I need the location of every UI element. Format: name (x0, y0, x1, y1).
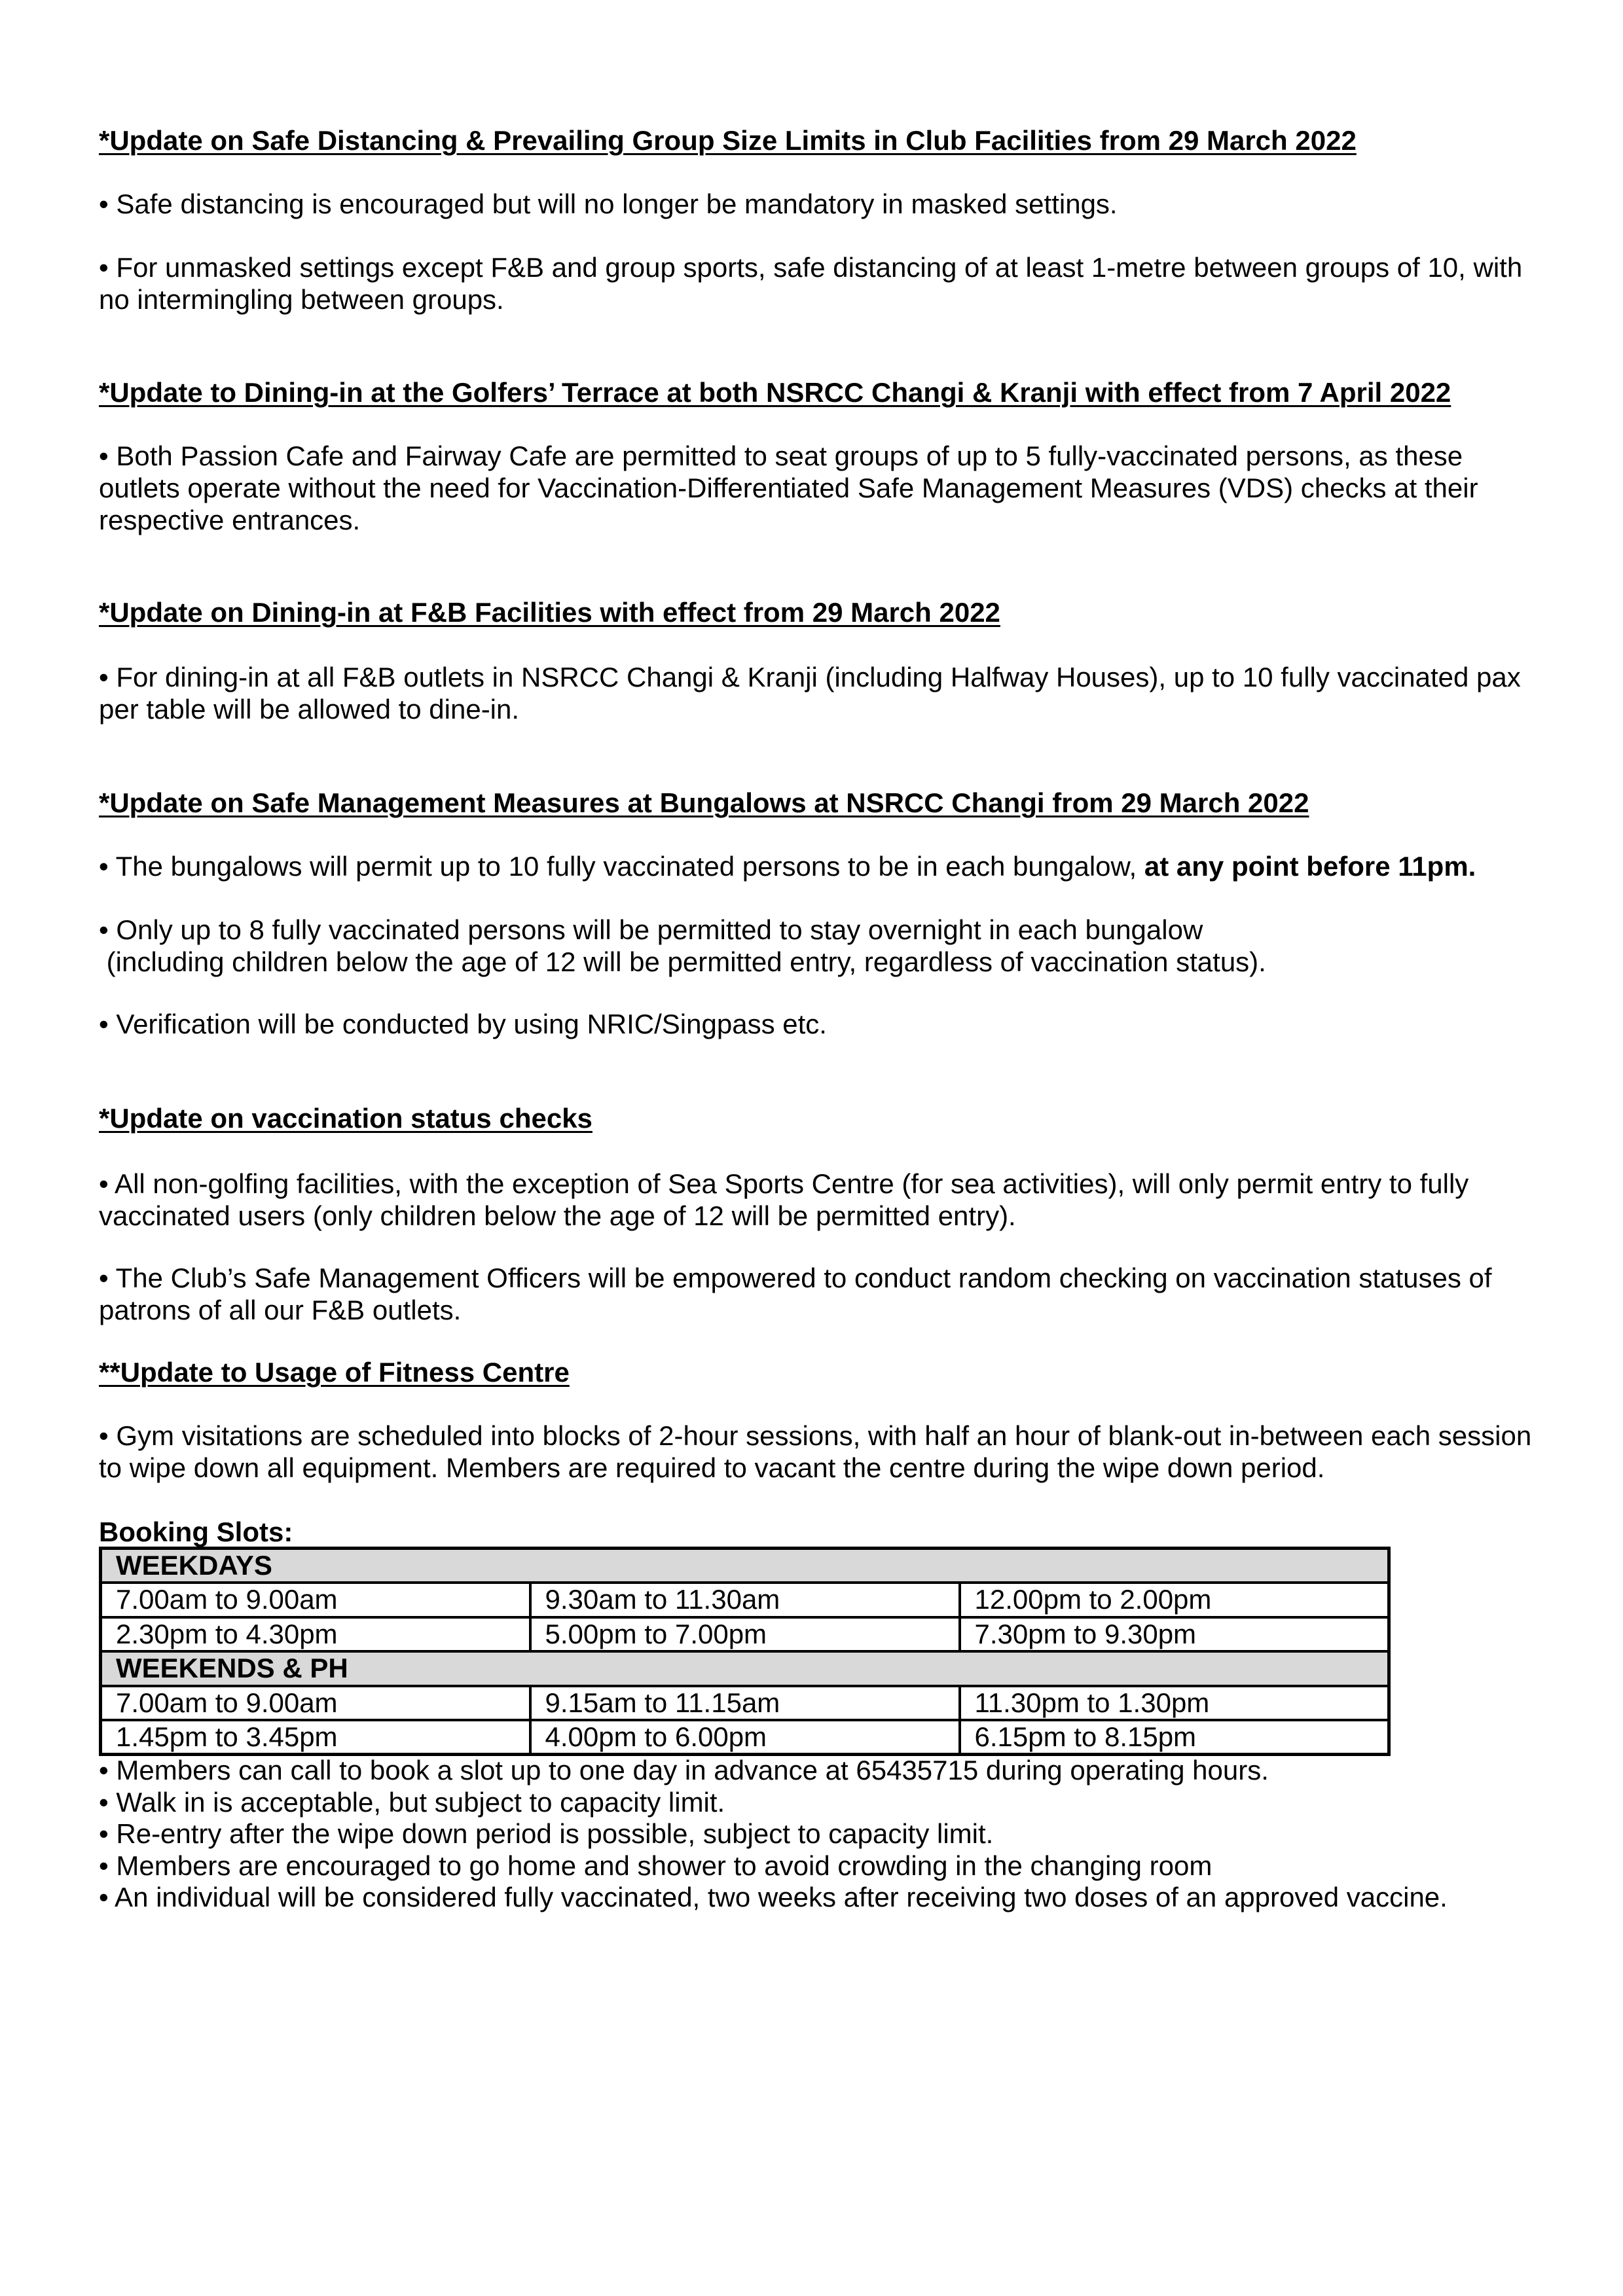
booking-slots-table (99, 1547, 1391, 1756)
paragraph (99, 661, 1521, 725)
paragraph-line: • All non-golfing facilities, with the exception of Sea Sports Centre (for sea activities), will only permit entry to fully (99, 1168, 1469, 1199)
paragraph-line: • Both Passion Cafe and Fairway Cafe are permitted to seat groups of up to 5 fully-vaccinated persons, as these (99, 440, 1463, 471)
notes-list (99, 1755, 1448, 1914)
slot-row (101, 1583, 1389, 1617)
paragraph (99, 1262, 1492, 1326)
slot-row (101, 1617, 1389, 1652)
time-slot-cell: 9.30am to 11.30am (530, 1583, 960, 1617)
slot-row (101, 1686, 1389, 1721)
slot-group-row (101, 1549, 1389, 1583)
time-slot-cell: 7.00am to 9.00am (101, 1583, 530, 1617)
paragraph-line: (including children below the age of 12 will be permitted entry, regardless of vaccination status). (99, 946, 1266, 977)
note-item: • An individual will be considered fully vaccinated, two weeks after receiving two doses of an approved vaccine. (99, 1882, 1448, 1912)
paragraph-text: • The bungalows will permit up to 10 fully vaccinated persons to be in each bungalow, (99, 851, 1144, 882)
time-slot-cell: 11.30pm to 1.30pm (960, 1686, 1389, 1721)
section-heading: *Update on Safe Management Measures at Bungalows at NSRCC Changi from 29 March 2022 (99, 787, 1309, 818)
time-slot-cell: 12.00pm to 2.00pm (960, 1583, 1389, 1617)
time-slot-cell: 2.30pm to 4.30pm (101, 1617, 530, 1652)
time-slot-cell: 7.30pm to 9.30pm (960, 1617, 1389, 1652)
section-heading: **Update to Usage of Fitness Centre (99, 1357, 570, 1388)
section-heading: *Update to Dining-in at the Golfers’ Terrace at both NSRCC Changi & Kranji with effect from 7 April 2022 (99, 377, 1451, 408)
paragraph-line: • For dining-in at all F&B outlets in NSRCC Changi & Kranji (including Halfway Houses), up to 10 fully vaccinated pax (99, 662, 1521, 692)
time-slot-cell: 7.00am to 9.00am (101, 1686, 530, 1721)
paragraph-line: • Verification will be conducted by using NRIC/Singpass etc. (99, 1009, 827, 1039)
note-item: • Walk in is acceptable, but subject to capacity limit. (99, 1786, 725, 1818)
section-heading: *Update on Dining-in at F&B Facilities with effect from 29 March 2022 (99, 597, 1000, 628)
paragraph-line: • Safe distancing is encouraged but will no longer be mandatory in masked settings. (99, 188, 1118, 219)
paragraph (99, 850, 1476, 882)
note-item: • Re-entry after the wipe down period is possible, subject to capacity limit. (99, 1818, 994, 1849)
paragraph (99, 188, 1118, 220)
paragraph (99, 1420, 1531, 1484)
time-slot-cell: 5.00pm to 7.00pm (530, 1617, 960, 1652)
paragraph-line: vaccinated users (only children below the age of 12 will be permitted entry). (99, 1200, 1016, 1231)
slot-group-header: WEEKDAYS (101, 1549, 1389, 1583)
paragraph-line: outlets operate without the need for Vaccination-Differentiated Safe Management Measures (VDS) checks at their (99, 473, 1478, 503)
booking-slots-label: Booking Slots: (99, 1516, 293, 1547)
time-slot-cell: 9.15am to 11.15am (530, 1686, 960, 1721)
time-slot-cell: 6.15pm to 8.15pm (960, 1720, 1389, 1755)
paragraph-line: • The Club’s Safe Management Officers will be empowered to conduct random checking on vaccination statuses of (99, 1263, 1492, 1293)
slot-row (101, 1720, 1389, 1755)
slot-group-row (101, 1651, 1389, 1686)
paragraph-line: • For unmasked settings except F&B and group sports, safe distancing of at least 1-metre between groups of 10, with (99, 252, 1523, 283)
slot-group-header: WEEKENDS & PH (101, 1651, 1389, 1686)
paragraph-line (99, 850, 1476, 882)
section-heading: *Update on vaccination status checks (99, 1103, 593, 1134)
paragraph (99, 1008, 827, 1040)
paragraph-line: patrons of all our F&B outlets. (99, 1295, 462, 1325)
paragraph-line: per table will be allowed to dine-in. (99, 694, 520, 725)
paragraph (99, 251, 1522, 315)
paragraph-line: respective entrances. (99, 505, 361, 535)
note-item: • Members are encouraged to go home and shower to avoid crowding in the changing room (99, 1850, 1213, 1881)
paragraph-line: no intermingling between groups. (99, 284, 504, 315)
paragraph (99, 914, 1266, 978)
paragraph (99, 440, 1478, 536)
time-slot-cell: 4.00pm to 6.00pm (530, 1720, 960, 1755)
paragraph (99, 1168, 1468, 1232)
paragraph-line: • Gym visitations are scheduled into blocks of 2-hour sessions, with half an hour of blank-out in-between each session (99, 1420, 1532, 1451)
section-heading: *Update on Safe Distancing & Prevailing Group Size Limits in Club Facilities from 29 March 2022 (99, 125, 1357, 156)
paragraph-line: to wipe down all equipment. Members are required to vacant the centre during the wipe down period. (99, 1452, 1325, 1483)
note-item: • Members can call to book a slot up to one day in advance at 65435715 during operating hours. (99, 1755, 1269, 1785)
time-slot-cell: 1.45pm to 3.45pm (101, 1720, 530, 1755)
bold-emphasis: at any point before 11pm. (1144, 851, 1476, 882)
paragraph-line: • Only up to 8 fully vaccinated persons will be permitted to stay overnight in each bungalow (99, 914, 1203, 945)
